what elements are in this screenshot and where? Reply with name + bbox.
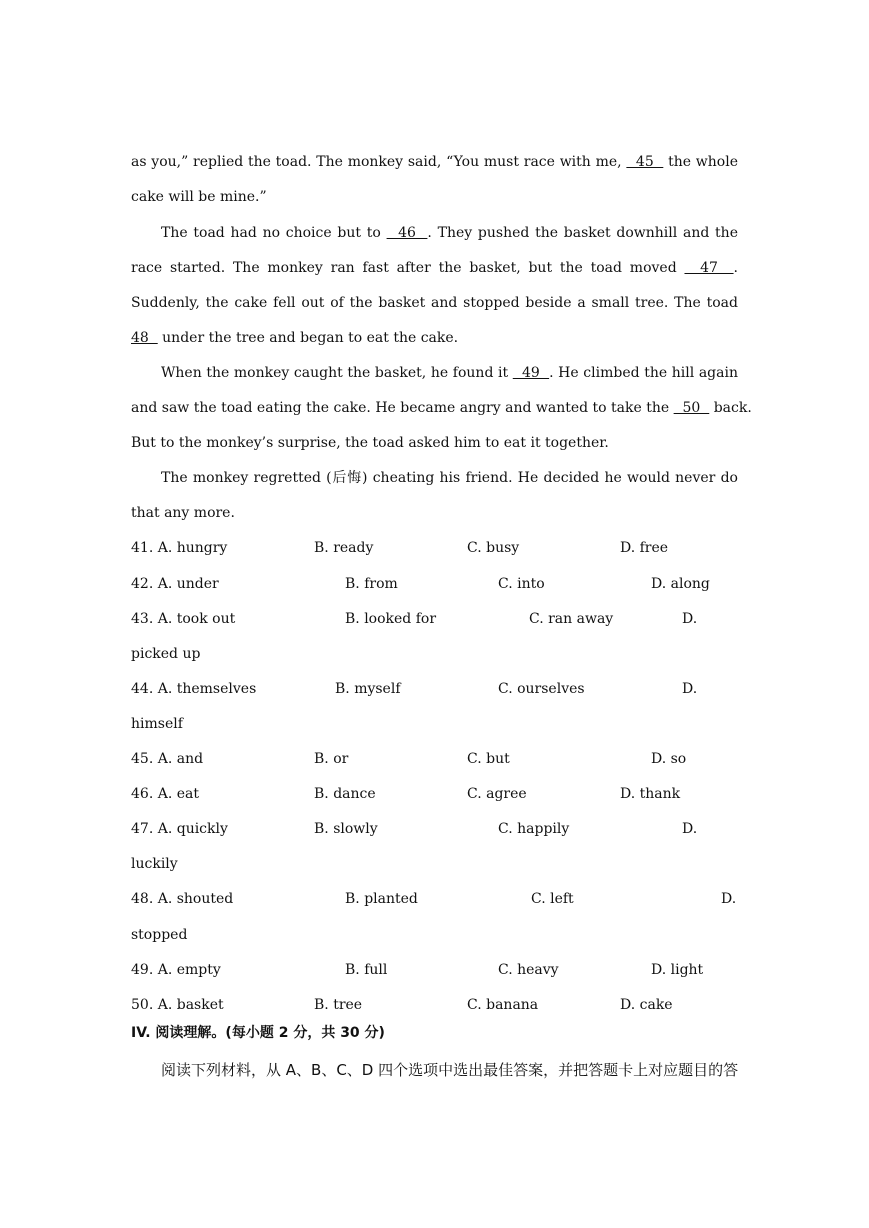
option-d: D.	[721, 891, 737, 907]
option-b: B. ready	[314, 540, 374, 556]
option-d-text: stopped	[131, 927, 188, 943]
option-d: D. free	[620, 540, 669, 556]
option-c: C. banana	[467, 997, 539, 1013]
passage-line-7: When the monkey caught the basket, he found it 49 . He climbed the hill again	[161, 365, 738, 381]
option-a: 45. A. and	[131, 751, 204, 767]
option-d-text: picked up	[131, 646, 201, 662]
option-b: B. looked for	[345, 611, 437, 627]
passage-line-2: cake will be mine.”	[131, 189, 267, 205]
option-d-text: luckily	[131, 856, 178, 872]
option-c: C. agree	[467, 786, 527, 802]
blank-47: 47	[684, 260, 734, 276]
blank-48: 48	[131, 330, 158, 346]
blank-46: 46	[386, 225, 428, 241]
option-b: B. full	[345, 962, 388, 978]
option-a: 42. A. under	[131, 576, 219, 592]
passage-line-5: Suddenly, the cake fell out of the basket and stopped beside a small tree. The toad	[131, 295, 738, 311]
passage-line-6: 48 under the tree and began to eat the cake.	[131, 330, 459, 346]
passage-line-8: and saw the toad eating the cake. He became angry and wanted to take the 50 back.	[131, 400, 752, 416]
option-b: B. slowly	[314, 821, 378, 837]
option-a: 50. A. basket	[131, 997, 224, 1013]
passage-line-10: The monkey regretted (后悔) cheating his friend. He decided he would never do	[161, 470, 738, 486]
option-b: B. dance	[314, 786, 376, 802]
blank-45: 45	[626, 154, 664, 170]
option-c: C. but	[467, 751, 510, 767]
passage-line-9: But to the monkey’s surprise, the toad asked him to eat it together.	[131, 435, 609, 451]
option-c: C. ran away	[529, 611, 614, 627]
option-b: B. myself	[335, 681, 401, 697]
option-a: 44. A. themselves	[131, 681, 257, 697]
option-d: D.	[682, 821, 698, 837]
option-d: D.	[682, 611, 698, 627]
option-a: 47. A. quickly	[131, 821, 228, 837]
section-heading: IV. 阅读理解。(每小题 2 分，共 30 分)	[131, 1025, 385, 1041]
passage-line-1: as you,” replied the toad. The monkey said, “You must race with me, 45 the whole	[131, 154, 738, 170]
passage-line-3: The toad had no choice but to 46 . They pushed the basket downhill and the	[161, 225, 738, 241]
option-c: C. left	[531, 891, 574, 907]
option-a: 41. A. hungry	[131, 540, 228, 556]
option-d: D. along	[651, 576, 710, 592]
option-b: B. planted	[345, 891, 418, 907]
blank-50: 50	[673, 400, 710, 416]
option-a: 49. A. empty	[131, 962, 221, 978]
option-d: D. light	[651, 962, 704, 978]
option-d: D. so	[651, 751, 687, 767]
option-d: D. thank	[620, 786, 681, 802]
option-a: 48. A. shouted	[131, 891, 234, 907]
section-instruction: 阅读下列材料，从 A、B、C、D 四个选项中选出最佳答案，并把答题卡上对应题目的答	[161, 1061, 739, 1079]
option-b: B. or	[314, 751, 349, 767]
blank-49: 49	[512, 365, 550, 381]
option-d-text: himself	[131, 716, 183, 732]
option-d: D.	[682, 681, 698, 697]
option-c: C. heavy	[498, 962, 559, 978]
option-b: B. from	[345, 576, 398, 592]
option-a: 46. A. eat	[131, 786, 199, 802]
option-c: C. ourselves	[498, 681, 585, 697]
passage-line-4: race started. The monkey ran fast after the basket, but the toad moved 47 .	[131, 260, 738, 276]
option-c: C. into	[498, 576, 545, 592]
option-b: B. tree	[314, 997, 363, 1013]
option-a: 43. A. took out	[131, 611, 236, 627]
option-c: C. happily	[498, 821, 570, 837]
option-d: D. cake	[620, 997, 673, 1013]
passage-line-11: that any more.	[131, 505, 235, 521]
option-c: C. busy	[467, 540, 520, 556]
